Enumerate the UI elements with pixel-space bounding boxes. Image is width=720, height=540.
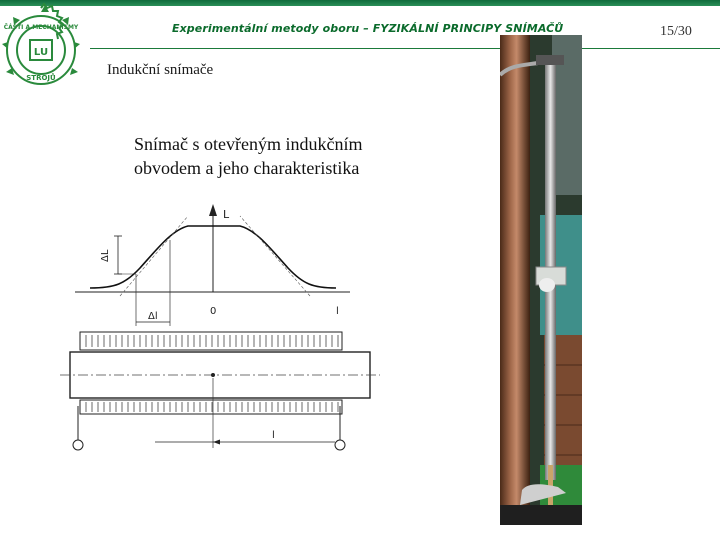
diagram-caption xyxy=(134,132,434,180)
terminal-right xyxy=(335,440,345,450)
y-axis-arrow xyxy=(209,204,217,216)
caption-line-2: obvodem a jeho charakteristika xyxy=(134,158,360,178)
origin-label: 0 xyxy=(210,306,217,317)
header-title: Experimentální metody oboru – FYZIKÁLNÍ PRINCIPY SNÍMAČŮ xyxy=(172,22,564,35)
axis-y-label: L xyxy=(223,208,230,221)
page-number: 15/30 xyxy=(660,24,692,39)
caption-line-1: Snímač s otevřeným indukčním xyxy=(134,134,363,154)
logo-text-top: ČÁSTI A MECHANISMY xyxy=(3,24,79,31)
logo-monogram: LU xyxy=(33,47,49,58)
delta-l-label: ΔL xyxy=(100,249,111,262)
institution-logo xyxy=(2,2,80,94)
sensor-diagram xyxy=(60,196,380,458)
delta-x-label: Δl xyxy=(148,311,158,322)
header-divider xyxy=(90,48,720,49)
coil-assembly xyxy=(60,332,380,450)
section-title: Indukční snímače xyxy=(107,62,214,78)
axis-x-label: l xyxy=(336,306,339,317)
dimension-label: l xyxy=(272,430,275,441)
logo-text-bottom: STROJŮ xyxy=(26,74,56,82)
characteristic-plot xyxy=(75,204,350,326)
top-accent-bar xyxy=(0,0,720,6)
terminal-left xyxy=(73,440,83,450)
sensor-photo xyxy=(500,35,582,525)
